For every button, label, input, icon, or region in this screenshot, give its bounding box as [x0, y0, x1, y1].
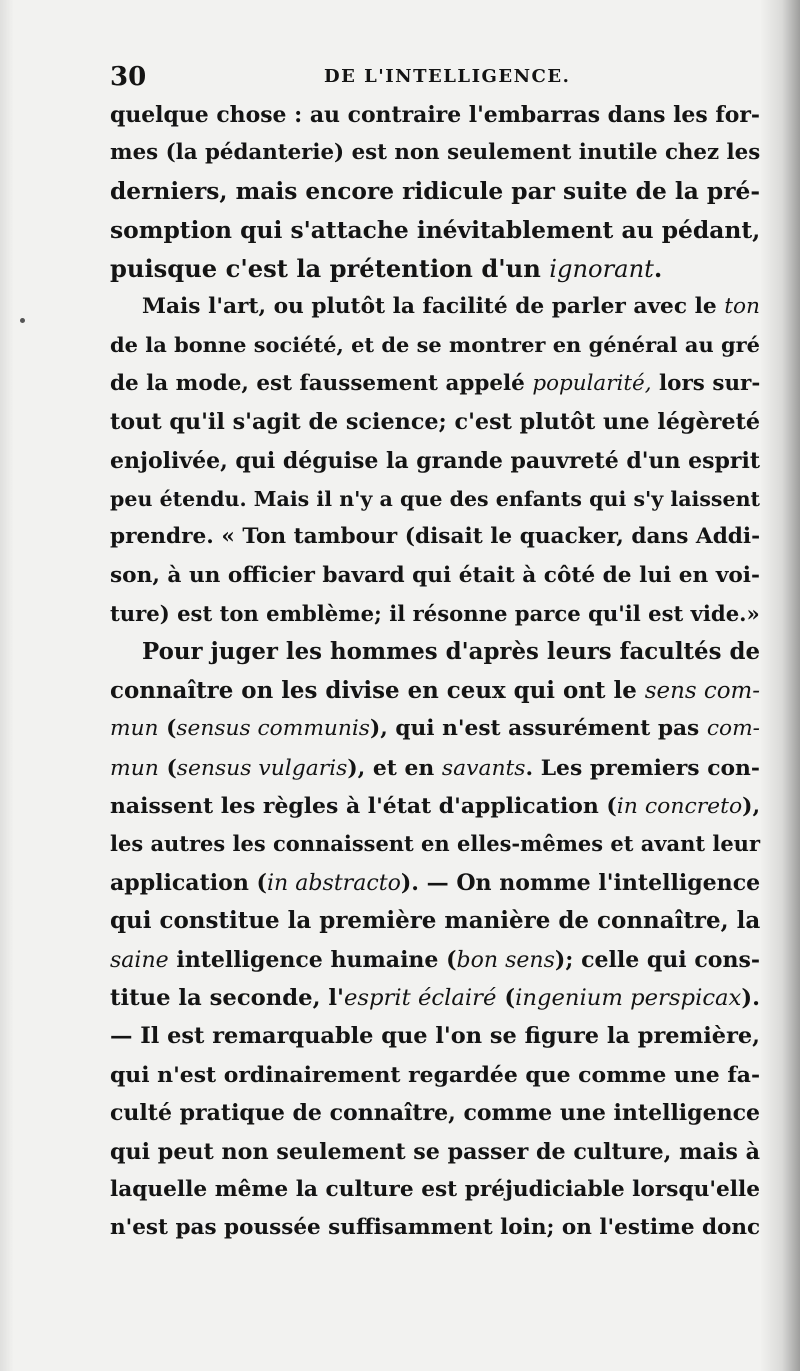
text-line — [110, 173, 760, 211]
text-line — [110, 595, 760, 633]
text-run: ( — [158, 716, 177, 742]
text-run: intelligence humaine ( — [168, 946, 457, 973]
text-line — [110, 518, 760, 556]
text-run: ture) est ton emblème; il résonne parce qu'il est vide.» — [110, 601, 760, 627]
text-line — [110, 326, 760, 364]
text-run: qui n'est ordinairement regardée que comme une fa- — [110, 1061, 761, 1088]
text-line — [110, 633, 760, 671]
text-run: ); celle qui cons- — [554, 946, 760, 973]
italic-run: sensus communis — [176, 716, 370, 742]
text-line — [110, 365, 760, 403]
text-run: tout qu'il s'agit de science; c'est plutôt une légèreté — [110, 409, 761, 436]
text-line — [110, 825, 760, 863]
text-line — [110, 442, 760, 480]
italic-run: sensus vulgaris — [176, 755, 348, 781]
text-run: quelque chose : au contraire l'embarras dans les for- — [110, 102, 760, 128]
text-line — [110, 1209, 760, 1247]
italic-run: bon sens — [456, 947, 555, 973]
text-line — [110, 902, 760, 940]
text-line — [110, 710, 760, 748]
text-line — [110, 403, 760, 441]
text-line — [110, 941, 760, 979]
text-run: ), et en — [347, 754, 442, 781]
text-run: qui constitue la première manière de connaître, la — [110, 907, 761, 935]
text-run: mes (la pédanterie) est non seulement inutile chez les — [110, 140, 761, 166]
page-number: 30 — [110, 62, 147, 92]
text-line — [110, 250, 760, 288]
text-line — [110, 864, 760, 902]
italic-run: ignorant — [549, 254, 654, 283]
italic-run: popularité, — [532, 370, 652, 396]
text-run: derniers, mais encore ridicule par suite de la pré- — [110, 177, 760, 205]
text-run: ), — [742, 793, 761, 820]
italic-run: saine — [110, 947, 169, 973]
text-line — [110, 288, 760, 326]
text-run: enjolivée, qui déguise la grande pauvreté d'un esprit — [110, 447, 760, 474]
text-run: laquelle même la culture est préjudiciable lorsqu'elle — [110, 1176, 760, 1202]
text-run: ). — [741, 984, 760, 1011]
page-shadow-left — [0, 0, 14, 1371]
text-line — [110, 96, 760, 134]
italic-run: savants — [441, 755, 526, 781]
text-line — [110, 749, 760, 787]
italic-run: in abstracto — [266, 870, 401, 896]
text-run: ). — On nomme l'intelligence — [400, 869, 761, 896]
text-run: application ( — [110, 869, 267, 896]
text-run: puisque c'est la prétention d'un — [110, 253, 550, 283]
text-run: ( — [496, 984, 516, 1011]
text-line — [110, 979, 760, 1017]
text-run: n'est pas poussée suffisamment loin; on l'estime donc — [110, 1215, 761, 1241]
text-line — [110, 557, 760, 595]
text-line — [110, 1056, 760, 1094]
text-line — [110, 134, 760, 172]
text-run: de la bonne société, et de se montrer en général au gré — [110, 332, 760, 358]
text-run: somption qui s'attache inévitablement au pédant, — [110, 216, 761, 245]
italic-run: ton — [724, 293, 760, 319]
italic-run: in concreto — [616, 794, 743, 820]
text-run: peu étendu. Mais il n'y a que des enfants qui s'y laissent — [110, 486, 760, 511]
text-run: — Il est remarquable que l'on se figure la première, — [110, 1023, 760, 1050]
ink-speck — [20, 318, 25, 323]
text-run: naissent les règles à l'état d'application ( — [110, 793, 617, 820]
page-shadow-right — [760, 0, 800, 1371]
text-run: lors sur- — [651, 370, 761, 396]
text-run: culté pratique de connaître, comme une intelligence — [110, 1100, 760, 1127]
body-text — [110, 96, 760, 1248]
text-run: connaître on les divise en ceux qui ont le — [110, 676, 645, 704]
italic-run: mun — [110, 755, 159, 781]
text-line — [110, 1133, 760, 1171]
text-run: titue la seconde, l' — [110, 984, 344, 1011]
italic-run: esprit éclairé — [343, 984, 497, 1011]
text-run: de la mode, est faussement appelé — [110, 370, 533, 396]
text-run: Pour juger les hommes d'après leurs facultés de — [142, 639, 760, 666]
text-line — [110, 480, 760, 518]
text-run: Mais l'art, ou plutôt la facilité de parler avec le — [142, 293, 725, 319]
text-run: les autres les connaissent en elles-mêmes et avant leur — [110, 831, 760, 857]
text-run: son, à un officier bavard qui était à côté de lui en voi- — [110, 562, 760, 588]
text-run: ), qui n'est assurément pas — [369, 716, 707, 742]
text-run: prendre. « Ton tambour (disait le quacker, dans Addi- — [110, 524, 761, 550]
text-run: qui peut non seulement se passer de culture, mais à — [110, 1138, 760, 1165]
italic-run: sens com- — [644, 677, 760, 704]
text-line — [110, 787, 760, 825]
text-run: ( — [158, 754, 177, 781]
text-line — [110, 1017, 760, 1055]
text-line — [110, 1094, 760, 1132]
italic-run: com- — [706, 716, 760, 742]
italic-run: ingenium perspicax — [515, 984, 742, 1011]
text-run: . Les premiers con- — [525, 754, 760, 781]
text-line — [110, 672, 760, 710]
text-run: . — [653, 253, 663, 283]
running-head — [110, 62, 760, 92]
running-title: DE L'INTELLIGENCE. — [324, 66, 571, 87]
italic-run: mun — [110, 716, 159, 742]
text-line — [110, 211, 760, 249]
text-line — [110, 1171, 760, 1209]
